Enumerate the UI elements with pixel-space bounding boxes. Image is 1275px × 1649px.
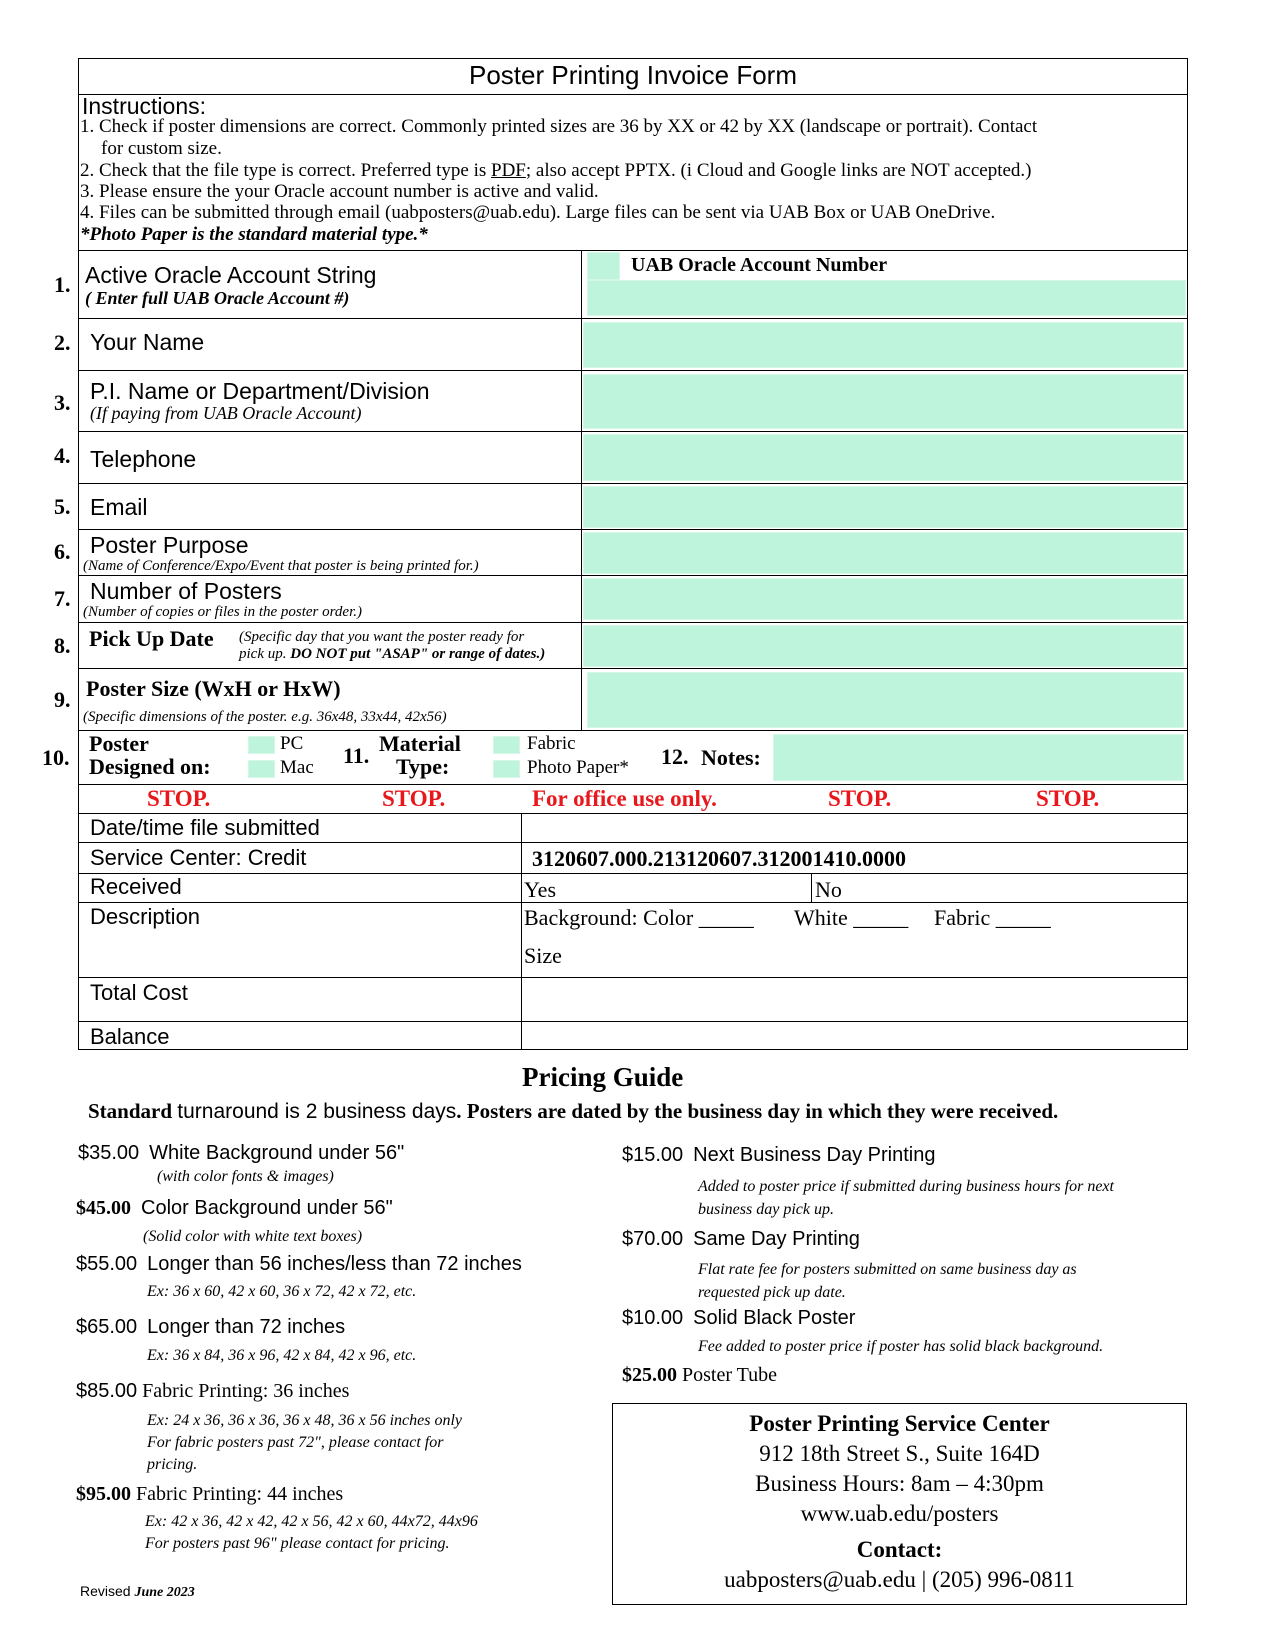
pc-option-label: PC (280, 733, 304, 754)
description-size: Size (524, 943, 562, 968)
oracle-account-label: Active Oracle Account String (85, 262, 377, 288)
revised-note (80, 1583, 195, 1601)
field-number-12: 12. (661, 744, 689, 769)
price-note: Flat rate fee for posters submitted on same business day as (698, 1261, 1077, 1278)
pickup-date-sub-text: pick up. (239, 646, 291, 662)
price-item (76, 1483, 343, 1506)
price-amount: $55.00 (76, 1253, 138, 1275)
price-note: Fee added to poster price if poster has solid black background. (698, 1338, 1104, 1355)
price-note: pricing. (147, 1456, 198, 1473)
pi-name-sub: (If paying from UAB Oracle Account) (90, 403, 362, 423)
price-note: (with color fonts & images) (157, 1168, 334, 1185)
field-number-7: 7. (54, 586, 71, 611)
pickup-date-input[interactable] (583, 625, 1184, 667)
oracle-account-input[interactable] (587, 280, 1186, 316)
poster-size-input[interactable] (587, 672, 1184, 728)
price-name: Color Background under 56" (141, 1197, 393, 1219)
fabric-checkbox[interactable] (493, 736, 520, 754)
price-name: Fabric Printing: 44 inches (136, 1483, 344, 1505)
pricing-subtitle (88, 1099, 1058, 1124)
description-fabric: Fabric _____ (934, 905, 1051, 930)
price-note: Ex: 36 x 84, 36 x 96, 42 x 84, 42 x 96, etc. (147, 1347, 417, 1364)
stop-text: STOP. (382, 786, 446, 811)
field-number-6: 6. (54, 539, 71, 564)
oracle-account-sub: ( Enter full UAB Oracle Account #) (85, 288, 350, 308)
contact-website[interactable]: www.uab.edu/posters (800, 1501, 999, 1526)
received-label: Received (90, 874, 182, 899)
divider (78, 318, 1188, 319)
field-number-1: 1. (54, 272, 71, 297)
your-name-input[interactable] (583, 322, 1184, 368)
price-name: Solid Black Poster (693, 1307, 856, 1329)
price-name: Poster Tube (682, 1364, 778, 1386)
divider (78, 483, 1188, 484)
contact-address: 912 18th Street S., Suite 164D (759, 1441, 1040, 1466)
divider (78, 730, 1188, 731)
field-number-4: 4. (54, 443, 71, 468)
photo-paper-checkbox[interactable] (493, 760, 520, 778)
poster-purpose-input[interactable] (583, 532, 1184, 574)
divider (78, 813, 1188, 814)
stop-text: STOP. (828, 786, 892, 811)
description-background: Background: Color _____ (524, 905, 754, 930)
field-number-8: 8. (54, 633, 71, 658)
price-item (622, 1364, 777, 1387)
telephone-label: Telephone (90, 446, 197, 472)
field-number-2: 2. (54, 330, 71, 355)
field-number-10: 10. (42, 745, 70, 770)
oracle-account-header: UAB Oracle Account Number (631, 254, 888, 276)
instructions-heading: Instructions: (82, 93, 206, 119)
contact-email-phone[interactable]: uabposters@uab.edu | (205) 996-0811 (724, 1567, 1075, 1592)
pricing-subtitle-c: . Posters are dated by the business day in which they were received. (456, 1099, 1059, 1123)
divider (78, 250, 1188, 251)
divider (78, 431, 1188, 432)
divider (78, 622, 1188, 623)
instruction-2-text-end: ; also accept PPTX. (i Cloud and Google links are NOT accepted.) (525, 160, 1032, 181)
price-note: Ex: 42 x 36, 42 x 42, 42 x 56, 42 x 60, 44x72, 44x96 (145, 1513, 478, 1530)
price-name: Fabric Printing: 36 inches (142, 1380, 350, 1402)
price-note: For fabric posters past 72", please contact for (147, 1434, 444, 1451)
price-amount: $70.00 (622, 1228, 684, 1250)
stop-text: STOP. (1036, 786, 1100, 811)
price-amount: $35.00 (78, 1142, 140, 1164)
price-item (622, 1307, 855, 1330)
material-type-label-2: Type: (396, 754, 450, 779)
pricing-subtitle-a: Standard (88, 1099, 178, 1123)
designed-on-label: Poster (89, 731, 149, 756)
column-divider (521, 813, 522, 1050)
price-note: Added to poster price if submitted during business hours for next (698, 1178, 1114, 1195)
price-name: Next Business Day Printing (693, 1144, 936, 1166)
divider (78, 873, 1188, 874)
poster-purpose-sub: (Name of Conference/Expo/Event that poster is being printed for.) (83, 558, 479, 574)
notes-label: Notes: (701, 745, 761, 770)
contact-label: Contact: (856, 1537, 943, 1562)
price-item (76, 1197, 393, 1220)
number-of-posters-label: Number of Posters (90, 578, 282, 604)
divider (78, 1021, 1188, 1022)
received-no: No (815, 877, 842, 902)
email-input[interactable] (583, 486, 1184, 528)
divider (78, 575, 1188, 576)
number-of-posters-input[interactable] (583, 578, 1184, 620)
divider (78, 784, 1188, 785)
pickup-date-warning: DO NOT put "ASAP" or range of dates.) (290, 646, 546, 662)
price-amount: $10.00 (622, 1307, 684, 1329)
price-item (78, 1142, 404, 1165)
divider (78, 529, 1188, 530)
pi-name-label: P.I. Name or Department/Division (90, 378, 430, 404)
mac-checkbox[interactable] (248, 760, 275, 778)
contact-hours: Business Hours: 8am – 4:30pm (755, 1471, 1044, 1496)
instruction-4: 4. Files can be submitted through email (uabposters@uab.edu). Large files can be sent via UAB Box or UAB OneDrive. (80, 202, 996, 223)
field-number-9: 9. (54, 687, 71, 712)
price-name: White Background under 56" (149, 1142, 405, 1164)
mac-option-label: Mac (280, 757, 314, 778)
field-number-5: 5. (54, 494, 71, 519)
price-amount: $15.00 (622, 1144, 684, 1166)
pdf-link[interactable]: PDF (491, 160, 526, 181)
form-title: Poster Printing Invoice Form (468, 60, 797, 90)
fabric-option-label: Fabric (527, 733, 576, 754)
telephone-input[interactable] (583, 434, 1184, 481)
designed-on-label-2: Designed on: (89, 754, 211, 779)
price-item (622, 1228, 860, 1251)
poster-size-label: Poster Size (WxH or HxW) (86, 676, 341, 701)
photo-paper-option-label: Photo Paper* (527, 757, 629, 778)
divider (78, 370, 1188, 371)
balance-label: Balance (90, 1024, 170, 1049)
price-item (76, 1316, 345, 1339)
total-cost-label: Total Cost (90, 980, 188, 1005)
price-note: For posters past 96" please contact for pricing. (145, 1535, 450, 1552)
instruction-1: 1. Check if poster dimensions are correct. Commonly printed sizes are 36 by XX or 42 by XX (landscape or portrait). Contact (80, 116, 1038, 137)
price-note: business day pick up. (698, 1201, 834, 1218)
received-yes: Yes (524, 877, 557, 902)
date-submitted-label: Date/time file submitted (90, 815, 320, 840)
divider (78, 902, 1188, 903)
price-note: Ex: 24 x 36, 36 x 36, 36 x 48, 36 x 56 inches only (147, 1412, 463, 1429)
field-number-11: 11. (343, 743, 370, 768)
instruction-note: *Photo Paper is the standard material type.* (80, 224, 428, 245)
price-name: Longer than 56 inches/less than 72 inches (147, 1253, 522, 1275)
divider (78, 977, 1188, 978)
pickup-date-sub-2 (239, 646, 545, 663)
pc-checkbox[interactable] (248, 736, 275, 754)
email-label: Email (90, 494, 148, 520)
instruction-3: 3. Please ensure the your Oracle account number is active and valid. (80, 181, 599, 202)
your-name-label: Your Name (90, 329, 205, 355)
pickup-date-label: Pick Up Date (89, 626, 214, 651)
divider (78, 842, 1188, 843)
stop-text: STOP. (147, 786, 211, 811)
price-item (622, 1144, 936, 1167)
poster-size-sub: (Specific dimensions of the poster. e.g. 36x48, 33x44, 42x56) (83, 709, 447, 725)
price-amount: $95.00 (76, 1483, 131, 1505)
divider (78, 668, 1188, 669)
office-use-notice: For office use only. (532, 786, 717, 811)
price-item (76, 1380, 349, 1403)
price-amount: $65.00 (76, 1316, 138, 1338)
service-center-credit-value: 3120607.000.213120607.312001410.0000 (532, 846, 906, 871)
column-divider (811, 873, 812, 902)
description-white: White _____ (794, 905, 909, 930)
notes-input[interactable] (773, 734, 1184, 781)
price-item (76, 1253, 522, 1276)
revised-label: Revised (80, 1583, 135, 1599)
column-divider (581, 250, 582, 730)
instruction-2 (80, 160, 1032, 182)
service-center-label: Service Center: Credit (90, 845, 307, 870)
poster-purpose-label: Poster Purpose (90, 532, 249, 558)
instruction-1-cont: for custom size. (101, 138, 222, 159)
price-name: Same Day Printing (693, 1228, 860, 1250)
price-note: (Solid color with white text boxes) (143, 1228, 363, 1245)
price-note: Ex: 36 x 60, 42 x 60, 36 x 72, 42 x 72, etc. (147, 1283, 417, 1300)
material-type-label: Material (379, 731, 461, 756)
pricing-subtitle-b: turnaround is 2 business days (177, 1100, 457, 1123)
field-number-3: 3. (54, 390, 71, 415)
number-of-posters-sub: (Number of copies or files in the poster order.) (83, 604, 363, 620)
price-amount: $45.00 (76, 1197, 131, 1219)
revised-date: June 2023 (134, 1585, 195, 1600)
contact-title: Poster Printing Service Center (749, 1411, 1050, 1436)
price-name: Longer than 72 inches (147, 1316, 346, 1338)
pi-name-input[interactable] (583, 374, 1184, 429)
oracle-header-swatch (587, 252, 620, 280)
instruction-2-text: 2. Check that the file type is correct. Preferred type is (80, 160, 491, 181)
divider (78, 94, 1188, 95)
price-amount: $25.00 (622, 1364, 677, 1386)
pricing-guide-title: Pricing Guide (522, 1062, 684, 1092)
price-note: requested pick up date. (698, 1284, 846, 1301)
pickup-date-sub: (Specific day that you want the poster ready for (239, 629, 525, 645)
price-amount: $85.00 (76, 1380, 138, 1402)
description-label: Description (90, 904, 201, 929)
